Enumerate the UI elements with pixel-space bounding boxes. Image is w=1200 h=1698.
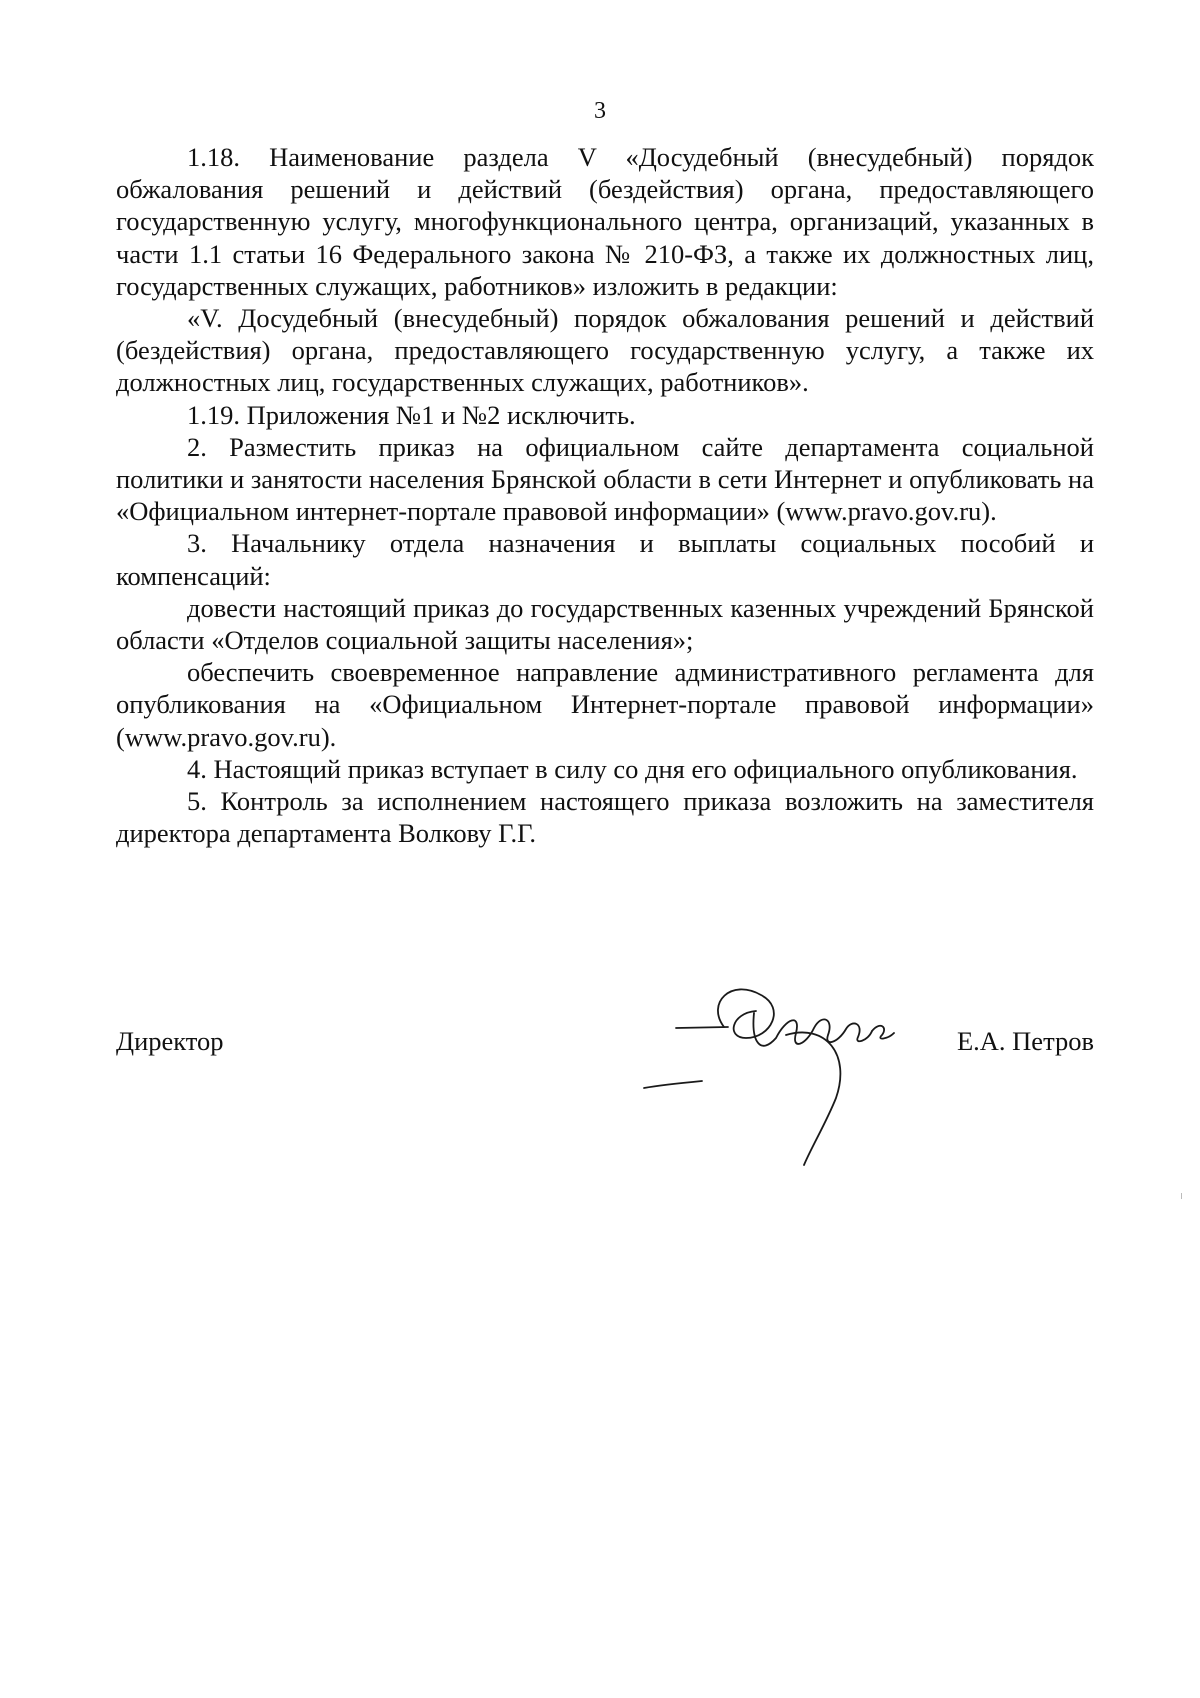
paragraph-1-19: 1.19. Приложения №1 и №2 исключить. [187,399,636,430]
document-body [116,141,1094,849]
paragraph-section-v-title: «V. Досудебный (внесудебный) порядок обжалования решений и действий (бездействия) органа, предоставляющего государственную услугу, а также их должностных лиц, государственных служащих, работников». [116,303,1094,398]
handwritten-signature [636,983,1016,1183]
signer-name: Е.А. Петров [956,1026,1094,1056]
paragraph-5: 5. Контроль за исполнением настоящего приказа возложить на заместителя директора департамента Волкову Г.Г. [116,786,1094,849]
signature-block [116,1025,1094,1175]
scan-artifact [1181,1193,1182,1199]
signer-position: Директор [116,1026,224,1056]
paragraph-3-item-1: довести настоящий приказ до государственных казенных учреждений Брянской области «Отделов социальной защиты населения»; [116,592,1094,656]
paragraph-4: 4. Настоящий приказ вступает в силу со дня его официального опубликования. [187,753,1078,784]
paragraph-1-18: 1.18. Наименование раздела V «Досудебный (внесудебный) порядок обжалования решений и действий (бездействия) органа, предоставляющего государственную услугу, многофункционального центра, организаций, указанных в части 1.1 статьи 16 Федерального закона № 210-ФЗ, а также их должностных лиц, государственных служащих, работников» изложить в редакции: [116,142,1094,301]
paragraph-3: 3. Начальнику отдела назначения и выплаты социальных пособий и компенсаций: [116,528,1094,591]
paragraph-3-item-2: обеспечить своевременное направление административного регламента для опубликования на «Официальном Интернет-портале правовой информации» (www.pravo.gov.ru). [116,657,1094,752]
paragraph-2: 2. Разместить приказ на официальном сайте департамента социальной политики и занятости населения Брянской области в сети Интернет и опубликовать на «Официальном интернет-портале правовой информации» (www.pravo.gov.ru). [116,431,1094,527]
page-number: 3 [594,98,606,124]
